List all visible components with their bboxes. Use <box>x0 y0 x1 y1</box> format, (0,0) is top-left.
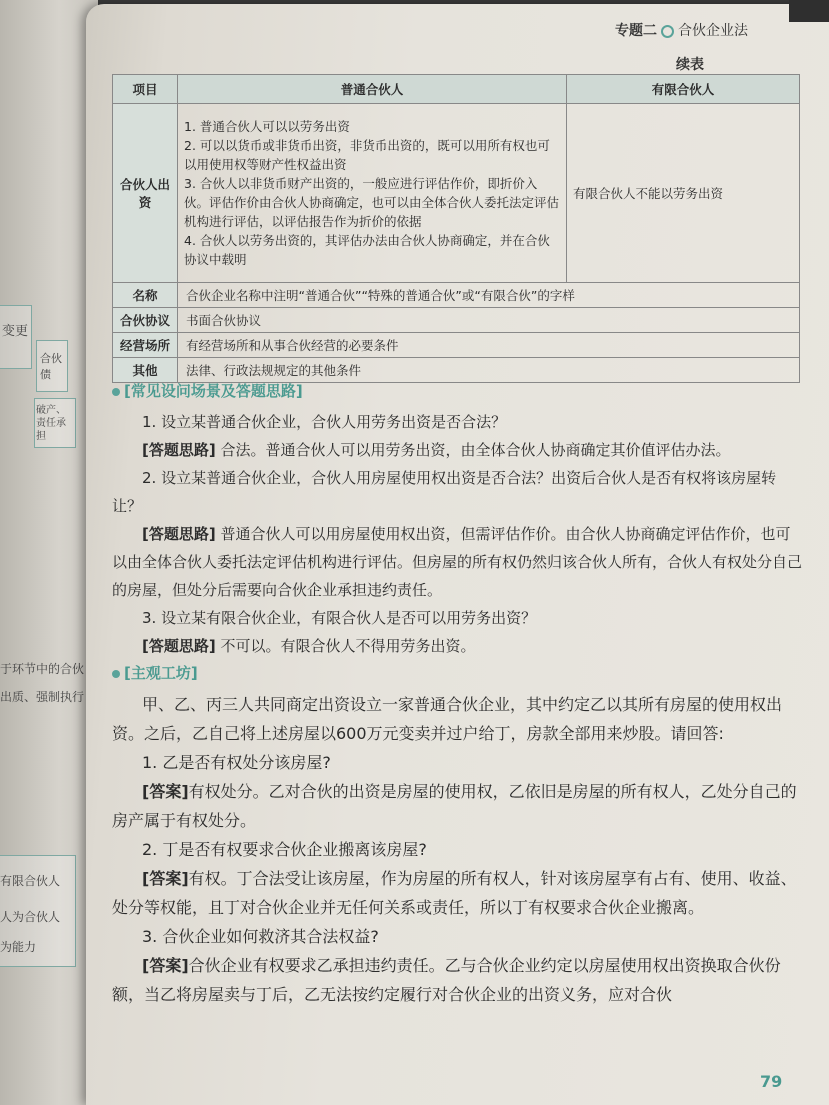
left-fragment: 有限合伙人 <box>0 874 61 888</box>
answer: [答题思路] 合法。普通合伙人可以用劳务出资，由全体合伙人协商确定其价值评估办法。 <box>142 441 731 459</box>
answer-tag: [答案] <box>142 782 189 801</box>
answer: [答题思路] 不可以。有限合伙人不得用劳务出资。 <box>142 637 476 655</box>
question: 3. 设立某有限合伙企业，有限合伙人是否可以用劳务出资？ <box>142 609 537 627</box>
answer: [答案]有权。丁合法受让该房屋，作为房屋的所有权人，针对该房屋享有占有、使用、收益、处分等权能，且丁对合伙企业并无任何关系或责任，所以丁有权要求合伙企业搬离。 <box>112 869 797 917</box>
question: 3. 合伙企业如何救济其合法权益? <box>142 927 379 946</box>
circle-icon <box>661 25 674 38</box>
background-corner <box>789 0 829 22</box>
continued-label: 续表 <box>676 57 704 73</box>
table-row <box>113 358 800 383</box>
question: 2. 丁是否有权要求合伙企业搬离该房屋? <box>142 840 427 859</box>
list-item: 3. 合伙人以非货币财产出资的，一般应进行评估作价，即折价入伙。评估作价由合伙人协商确定，也可以由全体合伙人委托法定评估机构进行评估，以评估报告作为折价的依据 <box>184 176 560 229</box>
row-value: 法律、行政法规规定的其他条件 <box>178 358 800 383</box>
answer: [答题思路] 普通合伙人可以用房屋使用权出资，但需评估作价。由合伙人协商确定评估作价，也可以由全体合伙人委托法定评估机构进行评估。但房屋的所有权仍然归该合伙人所有，合伙人有权处分自己的房屋，但处分后需要向合伙企业承担违约责任。 <box>112 525 803 599</box>
header-cell-item: 项目 <box>113 75 178 104</box>
question: 1. 乙是否有权处分该房屋? <box>142 753 331 772</box>
answer-tag: [答案] <box>142 956 189 975</box>
header-cell-general: 普通合伙人 <box>178 75 567 104</box>
row-label: 名称 <box>113 283 178 308</box>
answer-tag: [答案] <box>142 869 189 888</box>
list-item: 1. 普通合伙人可以以劳务出资 <box>184 119 350 134</box>
row-value: 书面合伙协议 <box>178 308 800 333</box>
header-cell-limited: 有限合伙人 <box>567 75 800 104</box>
section-bullet-icon <box>112 388 120 396</box>
answer-tag: [答题思路] <box>142 441 216 459</box>
question: 1. 设立某普通合伙企业，合伙人用劳务出资是否合法？ <box>142 413 507 431</box>
row-label: 其他 <box>113 358 178 383</box>
limited-partner-cell: 有限合伙人不能以劳务出资 <box>567 104 800 283</box>
row-value: 有经营场所和从事合伙经营的必要条件 <box>178 333 800 358</box>
page-number: 79 <box>760 1072 783 1091</box>
section-bullet-icon <box>112 670 120 678</box>
list-item: 4. 合伙人以劳务出资的，其评估办法由合伙人协商确定，并在合伙协议中载明 <box>184 233 550 267</box>
left-fragment: 出质、强制执行 <box>0 690 85 704</box>
faq-section-title: [常见设问场景及答题思路] <box>112 380 303 401</box>
general-partner-cell <box>178 104 567 283</box>
table-row <box>113 308 800 333</box>
question: 2. 设立某普通合伙企业，合伙人用房屋使用权出资是否合法？出资后合伙人是否有权将该房屋转让？ <box>112 469 777 515</box>
chapter-label: 专题二 <box>615 23 657 39</box>
adjacent-page <box>0 0 98 1105</box>
section-label: 合伙企业法 <box>678 23 748 39</box>
answer: [答案]合伙企业有权要求乙承担违约责任。乙与合伙企业约定以房屋使用权出资换取合伙份额，当乙将房屋卖与丁后，乙无法按约定履行对合伙企业的出资义务，应对合伙 <box>112 956 781 1004</box>
left-fragment: 合伙债 <box>40 352 62 381</box>
running-header <box>615 20 748 40</box>
left-fragment: 于环节中的合伙 <box>0 662 85 676</box>
left-fragment: 人为合伙人 <box>0 910 61 924</box>
answer-tag: [答题思路] <box>142 637 216 655</box>
left-fragment: 破产、责任承担 <box>36 405 66 442</box>
table-row <box>113 283 800 308</box>
row-value: 合伙企业名称中注明“普通合伙”“特殊的普通合伙”或“有限合伙”的字样 <box>178 283 800 308</box>
table-header-row <box>113 75 800 104</box>
table-row-contribution <box>113 104 800 283</box>
row-label: 合伙人出资 <box>113 104 178 283</box>
list-item: 2. 可以以货币或非货币出资，非货币出资的，既可以用所有权也可以用使用权等财产性权益出资 <box>184 138 550 172</box>
row-label: 合伙协议 <box>113 308 178 333</box>
row-label: 经营场所 <box>113 333 178 358</box>
answer: [答案]有权处分。乙对合伙的出资是房屋的使用权，乙依旧是房屋的所有权人，乙处分自己的房产属于有权处分。 <box>112 782 797 830</box>
workshop-content <box>112 690 802 1009</box>
left-fragment: 变更 <box>2 324 29 339</box>
comparison-table <box>112 74 800 383</box>
faq-content <box>112 408 802 660</box>
table-row <box>113 333 800 358</box>
case-text: 甲、乙、丙三人共同商定出资设立一家普通合伙企业，其中约定乙以其所有房屋的使用权出资。之后，乙自己将上述房屋以600万元变卖并过户给丁，房款全部用来炒股。请回答: <box>112 695 783 743</box>
workshop-section-title: [主观工坊] <box>112 662 198 683</box>
left-fragment: 为能力 <box>0 940 37 954</box>
answer-tag: [答题思路] <box>142 525 216 543</box>
